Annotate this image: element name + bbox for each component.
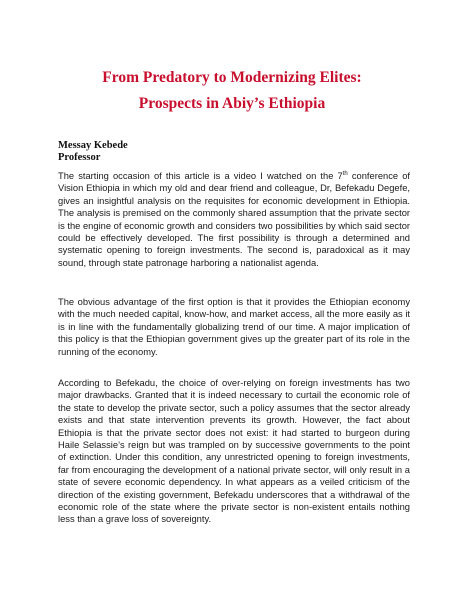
article-title-line-2: Prospects in Abiy’s Ethiopia <box>138 95 326 112</box>
paragraph-1-rest: conference of Vision Ethiopia in which my old and dear friend and colleague, Dr, Befekadu Degefe, gives an insightful analysis on the requisites for economic development in Ethiopia. The analysis is premised on the commonly shared assumption that the private sector is the engine of economic growth and considers two possibilities by which said sector could be effectively developed. The first possibility is through a determined and systematic opening to foreign investments. The second is, paradoxical as it may sound, through state patronage harboring a nationalist agenda. <box>58 171 410 268</box>
paragraph-3: According to Befekadu, the choice of over-relying on foreign investments has two major drawbacks. Granted that it is indeed necessary to curtail the economic role of the state to develop the private sector, such a policy assumes that the sector already exists and that state intervention prevents its growth. However, the fact about Ethiopia is that the private sector does not exist: it had started to burgeon during Haile Selassie’s reign but was trampled on by successive governments to the point of extinction. Under this condition, any unrestricted opening to foreign investments, far from encouraging the development of a national private sector, will only result in a state of severe economic dependency. In what appears as a veiled criticism of the direction of the existing government, Befekadu underscores that a withdrawal of the economic role of the state where the private sector is non-existent entails nothing less than a grave loss of sovereignty. <box>58 378 410 525</box>
author-name: Messay Kebede <box>58 140 128 151</box>
article-title-line-1: From Predatory to Modernizing Elites: <box>102 69 362 86</box>
paragraph-1-start: The starting occasion of this article is a video I watched on the 7 <box>58 171 343 181</box>
paragraph-2: The obvious advantage of the first option is that it provides the Ethiopian economy with the much needed capital, know-how, and market access, all the more easily as it is in line with the fundamentally globalizing trend of our time. A major implication of this policy is that the Ethiopian government gives up the greater part of its role in the running of the economy. <box>58 297 410 357</box>
author-role: Professor <box>58 152 101 163</box>
paragraph-1 <box>58 170 410 269</box>
ordinal-superscript: th <box>342 170 348 177</box>
